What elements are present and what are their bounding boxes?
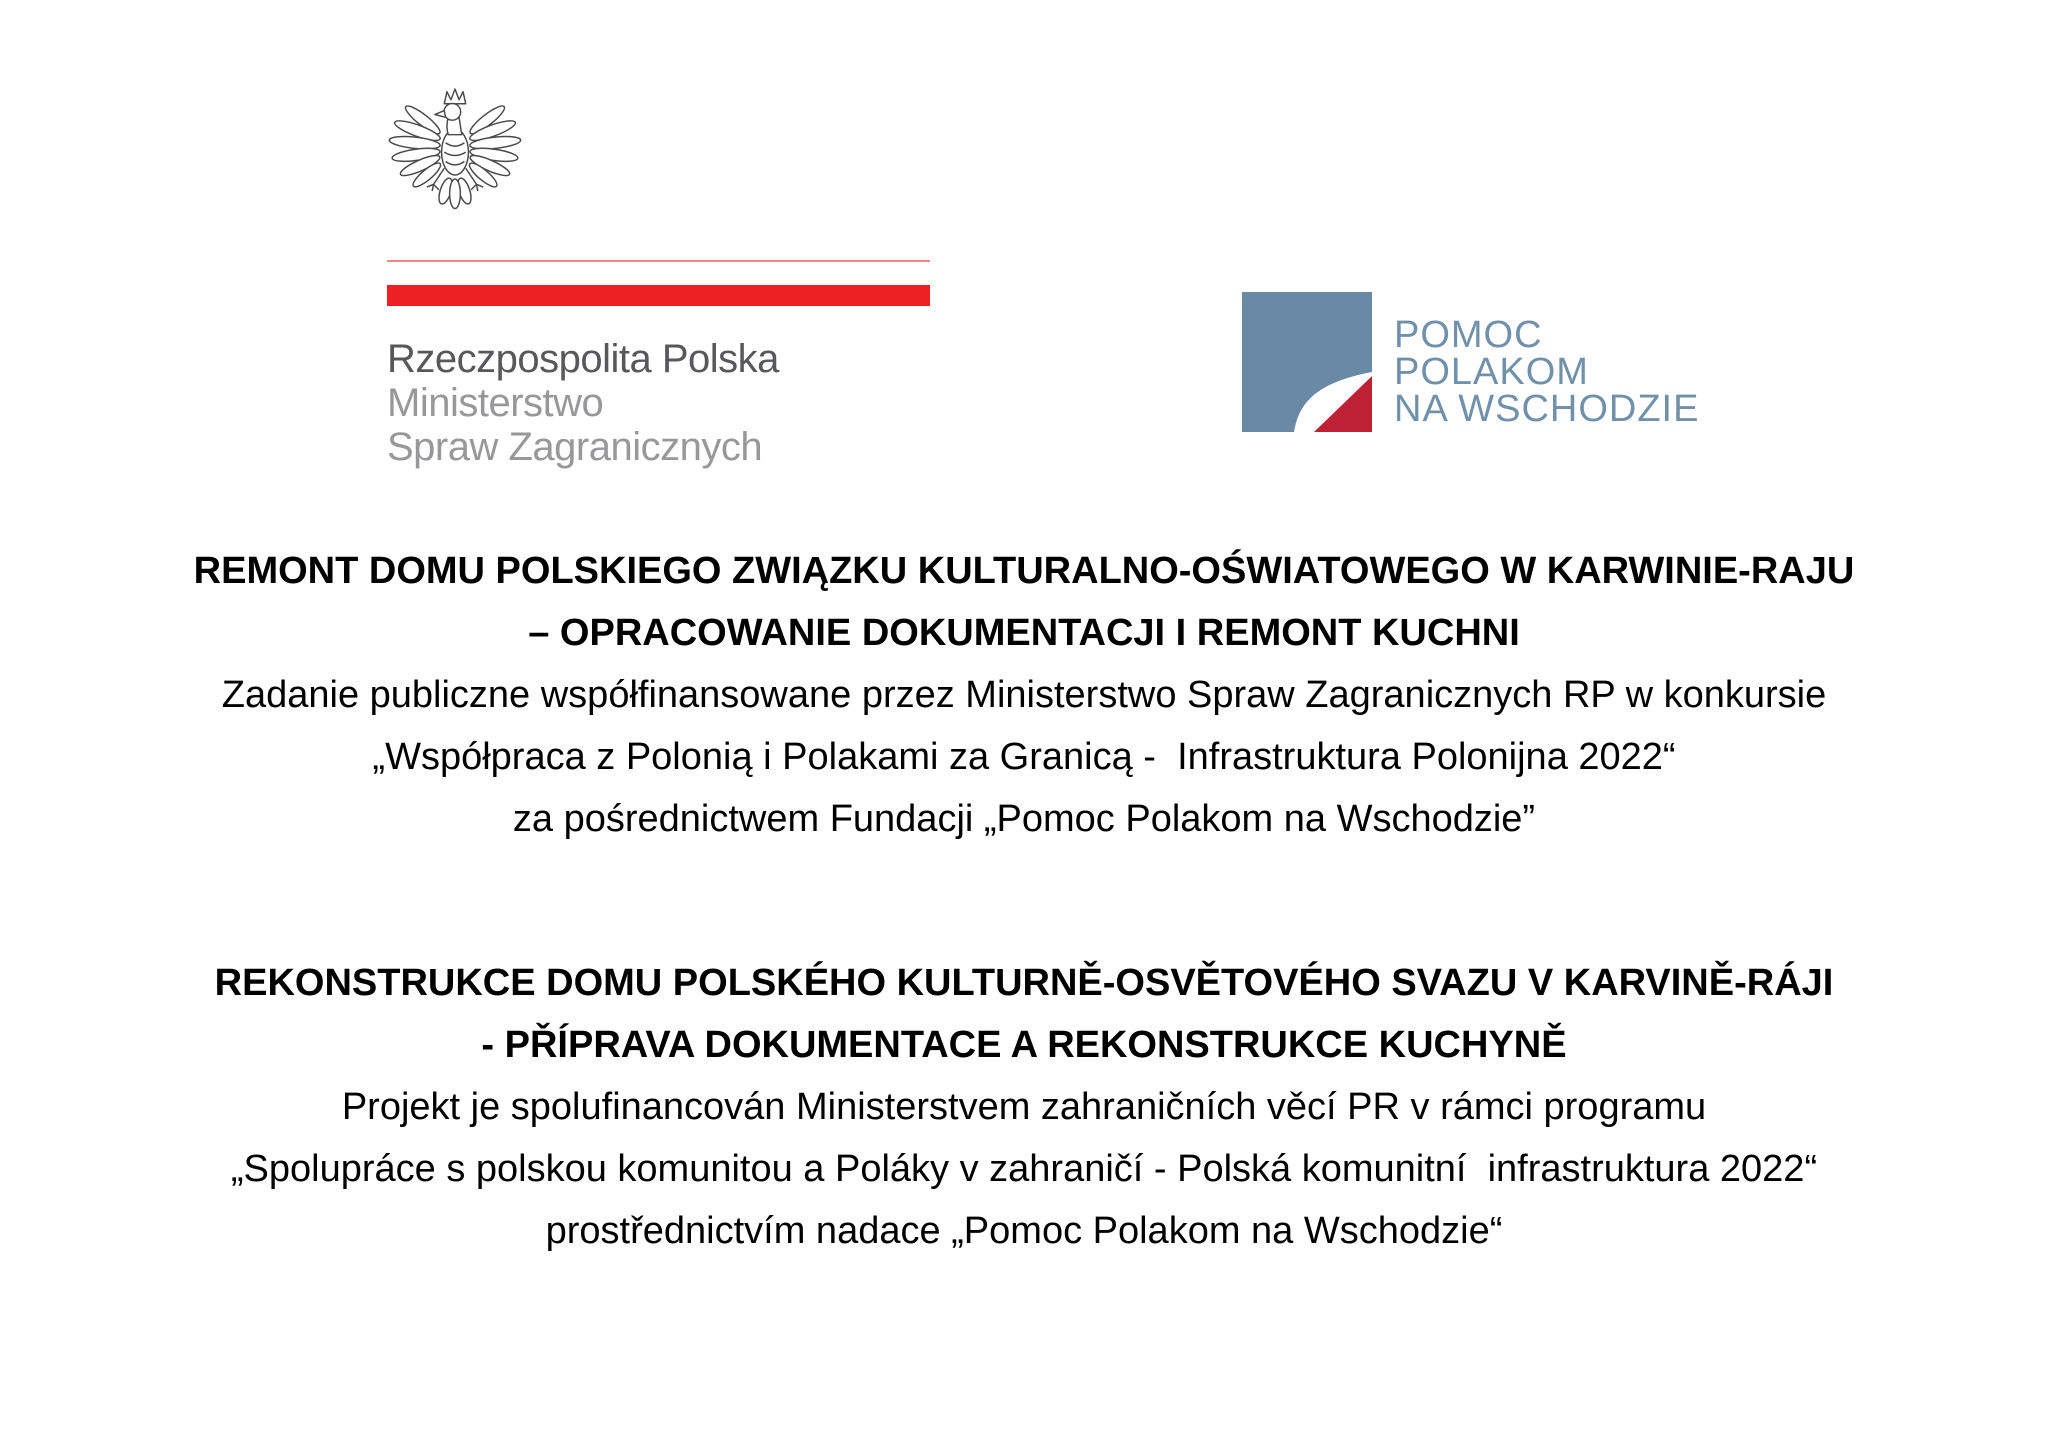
cz-body-line-2: „Spolupráce s polskou komunitou a Poláky v zahraničí - Polská komunitní infrastruktura 2022“ xyxy=(230,1148,1818,1190)
flag-thin-red-line xyxy=(387,260,930,262)
pl-title-line-2: – OPRACOWANIE DOKUMENTACJI I REMONT KUCHNI xyxy=(528,612,1520,654)
pl-body-line-3: za pośrednictwem Fundacji „Pomoc Polakom na Wschodzie” xyxy=(512,798,1536,840)
foundation-logo-line-2: POLAKOM xyxy=(1394,351,1589,393)
foundation-logo xyxy=(1242,292,1699,432)
foundation-logo-line-1: POMOC xyxy=(1394,314,1543,356)
flag-red-bar xyxy=(387,285,930,306)
ministry-name-line-1: Ministerstwo xyxy=(387,381,604,425)
cz-body-line-3: prostřednictvím nadace „Pomoc Polakom na Wschodzie“ xyxy=(545,1210,1503,1252)
pl-body-line-1: Zadanie publiczne współfinansowane przez Ministerstwo Spraw Zagranicznych RP w konkursie xyxy=(221,674,1827,716)
ministry-name-line-2: Spraw Zagranicznych xyxy=(387,425,763,469)
pl-body-line-2: „Współpraca z Polonią i Polakami za Granicą - Infrastruktura Polonijna 2022“ xyxy=(372,736,1676,778)
foundation-logo-line-3: NA WSCHODZIE xyxy=(1394,388,1700,430)
cz-body-line-1: Projekt je spolufinancován Ministerstvem zahraničních věcí PR v rámci programu xyxy=(341,1086,1707,1128)
cz-title-line-2: - PŘÍPRAVA DOKUMENTACE A REKONSTRUKCE KUCHYNĚ xyxy=(481,1024,1567,1066)
foundation-logo-wordmark xyxy=(1394,292,1699,428)
ministry-country-name: Rzeczpospolita Polska xyxy=(387,337,779,381)
page-curl-square-icon xyxy=(1242,292,1372,432)
czech-section xyxy=(0,952,2048,1262)
pl-title-line-1: REMONT DOMU POLSKIEGO ZWIĄZKU KULTURALNO-OŚWIATOWEGO W KARWINIE-RAJU xyxy=(193,550,1855,592)
polish-section xyxy=(0,540,2048,850)
ministry-header-block xyxy=(387,85,930,469)
cz-title-line-1: REKONSTRUKCE DOMU POLSKÉHO KULTURNĚ-OSVĚTOVÉHO SVAZU V KARVINĚ-RÁJI xyxy=(214,962,1834,1004)
ministry-wordmark xyxy=(387,337,930,469)
polish-eagle-emblem-icon xyxy=(387,85,523,230)
